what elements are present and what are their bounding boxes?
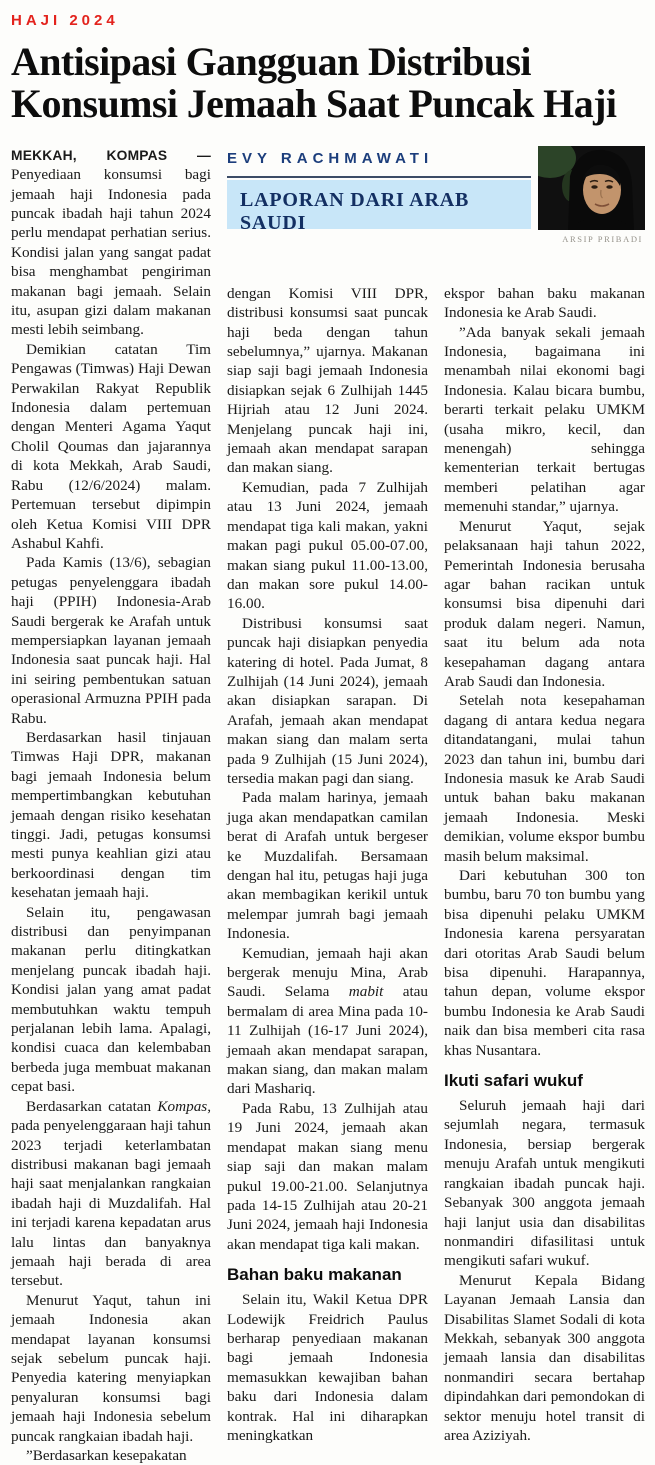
author-photo-image bbox=[538, 146, 645, 230]
body-paragraph: Pada Kamis (13/6), sebagian petugas penyelenggara ibadah haji (PPIH) Indonesia-Arab Saudi bergerak ke Arafah untuk mempersiapkan layanan jemaah Indonesia saat puncak haji. Hal ini seiring pembentukan satuan operasional Armuzna PPIH pada Rabu. bbox=[11, 554, 211, 727]
author-name: EVY RACHMAWATI bbox=[227, 149, 434, 167]
body-paragraph: Pada malam harinya, jemaah juga akan mendapatkan camilan berat di Arafah untuk bergeser ke Muzdalifah. Bersamaan dengan hal itu, petugas haji juga akan membagikan kerikil untuk melempar jumrah bagi jemaah Indonesia. bbox=[227, 789, 428, 943]
section-subhead: Ikuti safari wukuf bbox=[444, 1071, 583, 1091]
byline-rule bbox=[227, 176, 531, 178]
body-paragraph: Menurut Yaqut, tahun ini jemaah Indonesia akan mendapat layanan konsumsi sejak sebelum puncak haji. Penyedia katering menyiapkan penyaluran konsumsi bagi jemaah haji Indonesia sebelum puncak rangkaian ibadah haji. bbox=[11, 1291, 211, 1445]
byline-block bbox=[227, 146, 645, 244]
author-photo bbox=[538, 146, 645, 230]
body-paragraph: Menurut Kepala Bidang Layanan Jemaah Lansia dan Disabilitas Slamet Sodali di kota Mekkah, sebanyak 300 anggota jemaah lansia dan disabilitas nonmandiri secara bertahap dipindahkan dari pemondokan di sektor menuju hotel transit di area Aziziyah. bbox=[444, 1271, 645, 1444]
body-paragraph: Kemudian, pada 7 Zulhijah atau 13 Juni 2024, jemaah mendapat tiga kali makan, yakni makan pagi pukul 05.00-07.00, makan siang pukul 11.00-13.00, dan makan sore pukul 14.00-16.00. bbox=[227, 478, 428, 613]
body-paragraph: Seluruh jemaah haji dari sejumlah negara, termasuk Indonesia, bersiap bergerak menuju Arafah untuk mengikuti rangkaian ibadah puncak haji. Sebanyak 300 anggota jemaah haji lanjut usia dan disabilitas nonmandiri difasilitasi untuk mengikuti safari wukuf. bbox=[444, 1097, 645, 1270]
body-paragraph: Berdasarkan catatan Kompas, pada penyelenggaraan haji tahun 2023 terjadi keterlambatan distribusi makanan bagi jemaah haji saat menjalankan rangkaian ibadah haji di Muzdalifah. Hal ini terjadi karena kepadatan arus lalu lintas dan banyaknya jemaah haji berada di area tersebut. bbox=[11, 1097, 211, 1290]
photo-caption: ARSIP PRIBADI bbox=[562, 233, 643, 244]
body-paragraph: Demikian catatan Tim Pengawas (Timwas) Haji Dewan Perwakilan Rakyat Republik Indonesia dalam pertemuan dengan Menteri Agama Yaqut Cholil Qoumas dan jajarannya di kota Mekkah, Arab Saudi, Rabu (12/6/2024) malam. Pertemuan tersebut dipimpin oleh Ketua Komisi VIII DPR Ashabul Kahfi. bbox=[11, 340, 211, 552]
body-paragraph: MEKKAH, KOMPAS — Penyediaan konsumsi bagi jemaah haji Indonesia pada puncak ibadah haji tahun 2024 perlu mendapat perhatian serius. Kondisi jalan yang sangat padat bisa menghambat pengiriman makanan bagi jemaah. Selain itu, asupan gizi dalam makanan mesti lebih seimbang. bbox=[11, 147, 211, 339]
body-paragraph: ”Berdasarkan kesepakatan bbox=[26, 1447, 187, 1464]
column-2 bbox=[227, 284, 428, 1465]
body-paragraph: ”Ada banyak sekali jemaah Indonesia, bagaimana ini menambah nilai ekonomi bagi Indonesia. Kalau bicara bumbu, berarti terkait pelaku UMKM (usaha mikro, kecil, dan menengah) sehingga kementerian terkait bertugas memberi pelatihan agar memenuhi standar,” ujarnya. bbox=[444, 323, 645, 516]
body-paragraph: Menurut Yaqut, sejak pelaksanaan haji tahun 2022, Pemerintah Indonesia berusaha agar bahan racikan untuk konsumsi bisa dipenuhi dari produk dalam negeri. Namun, saat itu belum ada nota kesepahaman dagang antara Arab Saudi dan Indonesia. bbox=[444, 517, 645, 690]
column-1 bbox=[11, 146, 211, 1465]
column-3 bbox=[444, 284, 645, 1465]
body-paragraph: ekspor bahan baku makanan Indonesia ke Arab Saudi. bbox=[444, 284, 645, 322]
body-paragraph: Pada Rabu, 13 Zulhijah atau 19 Juni 2024, jemaah akan mendapat makan siang menu siap saji dan makan malam pukul 19.00-21.00. Selanjutnya pada 14-15 Zulhijah atau 20-21 Juni 2024, jemaah haji Indonesia akan mendapat tiga kali makan. bbox=[227, 1099, 428, 1253]
body-paragraph: Distribusi konsumsi saat puncak haji disiapkan penyedia katering di hotel. Pada Jumat, 8 Zulhijah (14 Juni 2024), jemaah akan disiapkan sarapan. Di Arafah, jemaah akan mendapat makan siang dan malam serta pada 9 Zulhijah (15 Juni 2024), tersedia makan pagi dan siang. bbox=[227, 614, 428, 787]
body-paragraph: Selain itu, Wakil Ketua DPR Lodewijk Freidrich Paulus berharap penyediaan makanan bagi jemaah Indonesia memasukkan kewajiban bahan baku dari Indonesia dalam kontrak. Hal ini diharapkan meningkatkan bbox=[227, 1291, 428, 1444]
body-paragraph: Setelah nota kesepahaman dagang di antara kedua negara ditandatangani, mulai tahun 2023 dan tahun ini, bumbu dari Indonesia masuk ke Arab Saudi untuk bahan baku makanan jemaah Indonesia. Meski demikian, volume ekspor bumbu masih belum maksimal. bbox=[444, 692, 645, 865]
series-label: LAPORAN DARI ARAB SAUDI bbox=[240, 188, 470, 234]
series-banner bbox=[227, 180, 531, 234]
body-paragraph: dengan Komisi VIII DPR, distribusi konsumsi saat puncak haji beda dengan tahun sebelumnya,” ujarnya. Makanan siap saji bagi jemaah Indonesia disiapkan sejak 6 Zulhijah 1445 Hijriah atau 12 Juni 2024. Menjelang puncak haji ini, jemaah akan mendapat sarapan dan makan siang. bbox=[227, 284, 428, 477]
body-paragraph: Berdasarkan hasil tinjauan Timwas Haji DPR, makanan bagi jemaah Indonesia belum mempertimbangkan kebutuhan jemaah dengan risiko kesehatan tinggi. Jadi, petugas konsumsi mesti punya keahlian gizi atau berkoordinasi dengan tim kesehatan jemaah haji. bbox=[11, 728, 211, 902]
body-paragraph: Kemudian, jemaah haji akan bergerak menuju Mina, Arab Saudi. Selama mabit atau bermalam di area Mina pada 10-11 Zulhijah (16-17 Juni 2024), jemaah akan mendapat sarapan, makan siang, dan makan malam dari Mashariq. bbox=[227, 944, 429, 1098]
body-paragraph: Selain itu, pengawasan distribusi dan penyimpanan makanan perlu ditingkatkan menjelang puncak ibadah haji. Kondisi jalan yang amat padat membutuhkan waktu tempuh perjalanan lebih lama. Apalagi, kondisi cuaca dan kelembaban berbeda juga membuat makanan cepat basi. bbox=[11, 903, 211, 1096]
headline: Antisipasi Gangguan Distribusi Konsumsi Jemaah Saat Puncak Haji bbox=[11, 39, 617, 127]
body-paragraph: Dari kebutuhan 300 ton bumbu, baru 70 ton bumbu yang bisa dipenuhi pelaku UMKM Indonesia karena persyaratan dari otoritas Arab Saudi belum bisa dipenuhi. Harapannya, tahun depan, volume ekspor bumbu Indonesia ke Arab Saudi naik dan bisa memberi cita rasa khas Nusantara. bbox=[444, 867, 645, 1059]
section-subhead: Bahan baku makanan bbox=[227, 1265, 402, 1285]
kicker: HAJI 2024 bbox=[11, 12, 119, 29]
article-body bbox=[11, 146, 644, 1465]
